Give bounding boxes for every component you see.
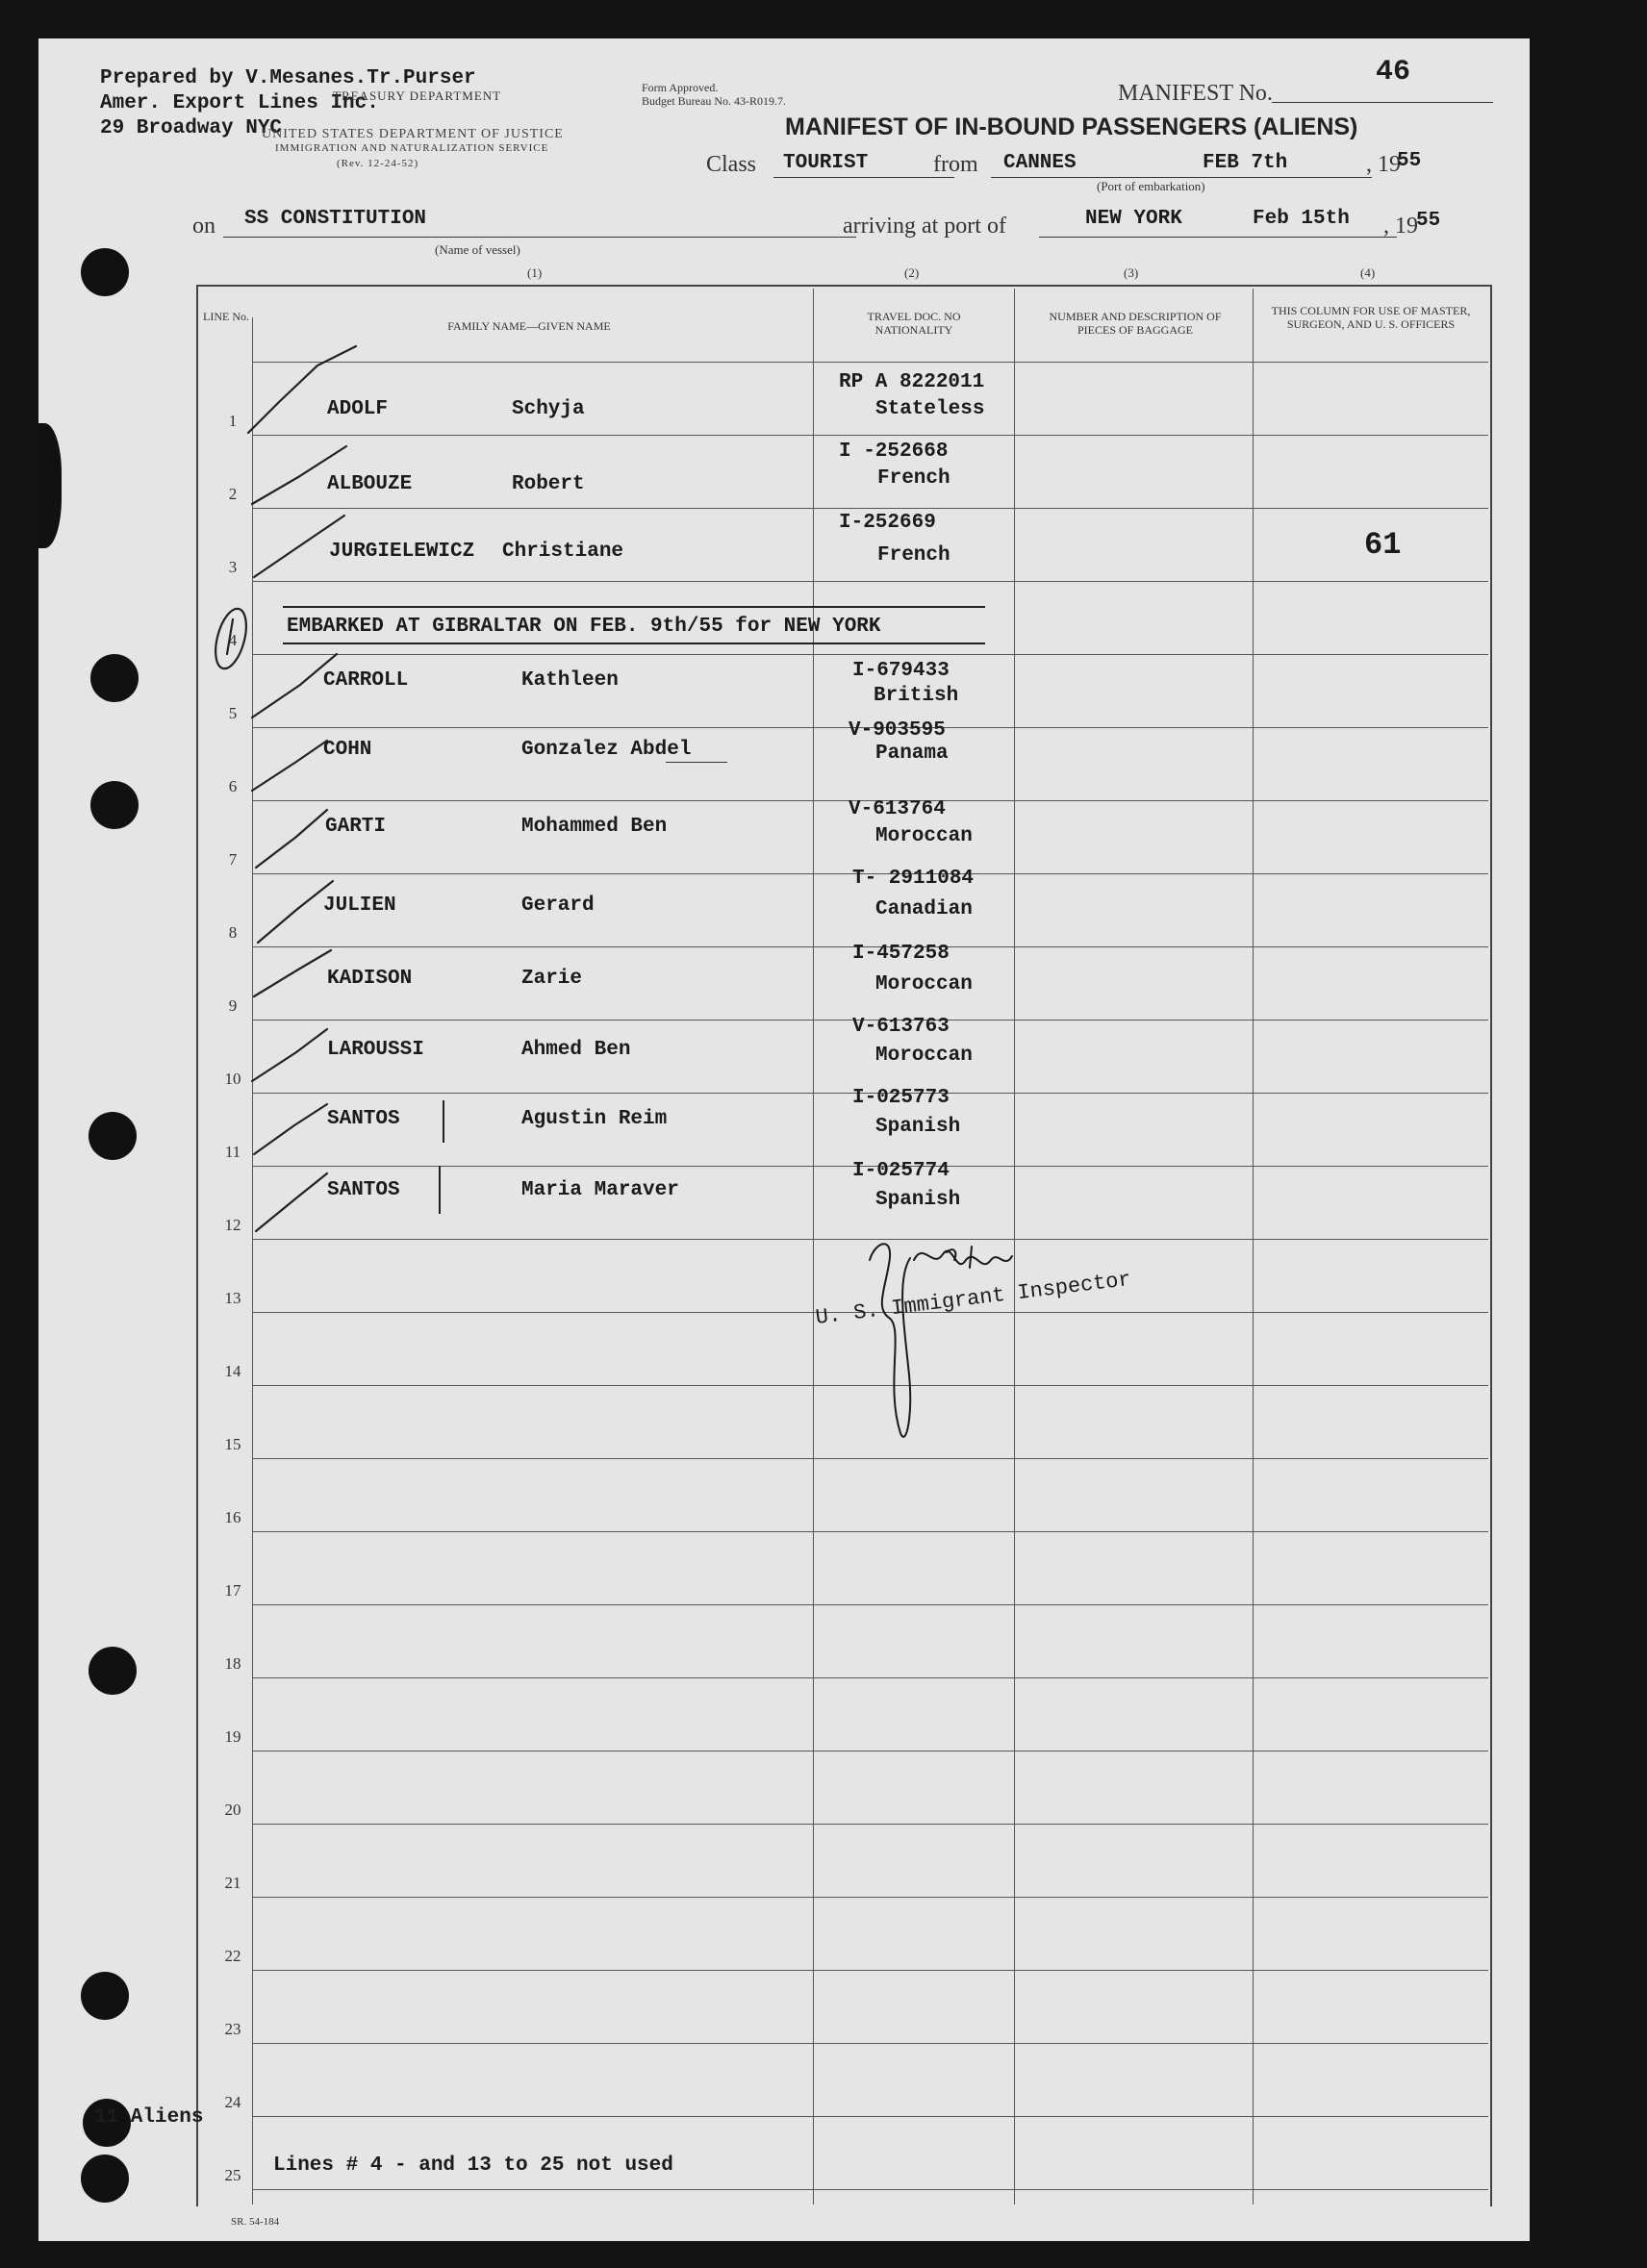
- line-number: 8: [228, 923, 238, 942]
- passenger-travel-doc: I -252668: [839, 441, 949, 463]
- passenger-travel-doc: V-613764: [849, 798, 946, 820]
- manifest-page: [38, 38, 1530, 2241]
- line-number: 19: [224, 1727, 241, 1746]
- punch-hole: [89, 1647, 137, 1695]
- line-number: 25: [224, 2166, 241, 2184]
- arrival-port: NEW YORK: [1085, 208, 1182, 230]
- punch-hole: [81, 1972, 129, 2020]
- passenger-family-name: CARROLL: [323, 669, 409, 692]
- port-embark-caption: (Port of embarkation): [1097, 179, 1205, 193]
- header-baggage: NUMBER AND DESCRIPTION OF PIECES OF BAGGAGE: [1049, 310, 1222, 337]
- passenger-nationality: Panama: [875, 743, 949, 765]
- header-travel-doc: TRAVEL DOC. NO NATIONALITY: [867, 310, 961, 337]
- row-rule: [252, 1531, 1488, 1532]
- row-rule: [252, 1458, 1488, 1459]
- check-mark: [252, 654, 337, 718]
- vessel-caption: (Name of vessel): [435, 242, 520, 257]
- passenger-family-name: ADOLF: [327, 398, 389, 420]
- check-marks: [38, 38, 1530, 1289]
- class-label: Class: [706, 152, 757, 177]
- agency-sub: IMMIGRATION AND NATURALIZATION SERVICE: [275, 142, 549, 154]
- check-mark: [252, 741, 327, 791]
- line-number: 11: [224, 1143, 241, 1161]
- passenger-family-name: JURGIELEWICZ: [329, 541, 475, 563]
- depart-date: FEB 7th: [1203, 152, 1288, 174]
- line-number: 1: [228, 412, 238, 430]
- check-mark: [254, 950, 331, 996]
- passenger-travel-doc: I-025774: [852, 1160, 950, 1182]
- line-number: 5: [228, 704, 238, 722]
- arrival-date: Feb 15th: [1253, 208, 1350, 230]
- passenger-travel-doc: I-457258: [852, 943, 950, 965]
- check-mark: [254, 516, 344, 577]
- passenger-nationality: Stateless: [875, 398, 985, 420]
- passenger-family-name: ALBOUZE: [327, 473, 413, 495]
- check-mark: [256, 810, 327, 868]
- line4-circle: [227, 619, 233, 654]
- passenger-family-name: COHN: [323, 739, 372, 761]
- passenger-nationality: French: [877, 544, 950, 567]
- passenger-travel-doc: I-025773: [852, 1087, 950, 1109]
- agency-dept: TREASURY DEPARTMENT: [333, 88, 502, 103]
- unused-lines-note: Lines # 4 - and 13 to 25 not used: [273, 2155, 673, 2177]
- on-label: on: [192, 214, 215, 239]
- passenger-travel-doc: I-679433: [852, 660, 950, 682]
- passenger-travel-doc: RP A 8222011: [839, 371, 985, 393]
- depart-year-prefix: , 19: [1366, 152, 1401, 177]
- row-rule: [252, 2043, 1488, 2044]
- row-rule: [252, 1604, 1488, 1605]
- passenger-family-name: SANTOS: [327, 1179, 400, 1201]
- embarked-note: EMBARKED AT GIBRALTAR ON FEB. 9th/55 for NEW YORK: [287, 616, 881, 638]
- depart-year: 55: [1397, 150, 1422, 172]
- passenger-family-name: GARTI: [325, 816, 387, 838]
- passenger-travel-doc: V-903595: [849, 719, 946, 742]
- officer-mark: 61: [1364, 527, 1402, 563]
- check-mark: [252, 446, 346, 504]
- check-mark: [258, 881, 333, 943]
- check-mark: [248, 346, 356, 433]
- agency-service: UNITED STATES DEPARTMENT OF JUSTICE: [262, 127, 564, 141]
- agency-rev: (Rev. 12-24-52): [337, 158, 419, 169]
- vessel-name: SS CONSTITUTION: [244, 208, 427, 230]
- line-number: 3: [228, 558, 238, 576]
- line-number: 17: [224, 1581, 241, 1600]
- line-number: 12: [224, 1216, 241, 1234]
- row-rule: [252, 1677, 1488, 1678]
- passenger-family-name: LAROUSSI: [327, 1039, 424, 1061]
- from-label: from: [933, 152, 978, 177]
- header-line-no: LINE No.: [203, 310, 249, 323]
- passenger-given-name: Zarie: [521, 968, 583, 990]
- line-number: 14: [224, 1362, 241, 1380]
- preparer-line-2: Amer. Export Lines Inc.: [100, 92, 379, 114]
- passenger-nationality: Canadian: [875, 898, 973, 920]
- line-number: 9: [228, 996, 238, 1015]
- passenger-family-name: KADISON: [327, 968, 413, 990]
- from-port: CANNES: [1003, 152, 1077, 174]
- line-number: 16: [224, 1508, 241, 1526]
- passenger-family-name: JULIEN: [323, 895, 396, 917]
- col-4-number: (4): [1360, 265, 1376, 280]
- passenger-given-name: Kathleen: [521, 669, 619, 692]
- passenger-nationality: Moroccan: [875, 1045, 973, 1067]
- check-mark: [252, 1029, 327, 1081]
- line-number: 6: [228, 777, 238, 795]
- passenger-nationality: French: [877, 467, 950, 490]
- manifest-no-label: MANIFEST No.: [1118, 81, 1273, 106]
- form-approved: Form Approved.: [642, 81, 719, 94]
- line-number: 4: [228, 631, 238, 649]
- aliens-count: 11 Aliens: [94, 2106, 204, 2129]
- preparer-line-3: 29 Broadway NYC: [100, 117, 283, 139]
- passenger-given-name: Gerard: [521, 895, 595, 917]
- col-1-number: (1): [527, 265, 543, 280]
- line-number: 21: [224, 1874, 241, 1892]
- passenger-given-name: Gonzalez Abdel: [521, 739, 692, 761]
- row-rule: [252, 2189, 1488, 2190]
- line-number: 13: [224, 1289, 241, 1307]
- passenger-nationality: Moroccan: [875, 825, 973, 847]
- passenger-nationality: Spanish: [875, 1189, 961, 1211]
- line4-circle: [210, 605, 252, 671]
- form-code: SR. 54-184: [231, 2216, 280, 2228]
- passenger-nationality: British: [874, 685, 959, 707]
- passenger-travel-doc: T- 2911084: [852, 868, 975, 890]
- row-rule: [252, 1897, 1488, 1898]
- check-mark: [256, 1173, 327, 1231]
- line-number: 2: [228, 485, 238, 503]
- check-mark: [254, 1104, 327, 1154]
- passenger-family-name: SANTOS: [327, 1108, 400, 1130]
- line-number: 10: [224, 1070, 241, 1088]
- line-number: 18: [224, 1654, 241, 1673]
- arrival-year-prefix: , 19: [1383, 214, 1418, 239]
- line-number: 22: [224, 1947, 241, 1965]
- punch-hole: [81, 2155, 129, 2203]
- line-number: 20: [224, 1801, 241, 1819]
- line-number: 15: [224, 1435, 241, 1453]
- passenger-travel-doc: I-252669: [839, 512, 936, 534]
- arriving-label: arriving at port of: [843, 214, 1006, 239]
- col-3-number: (3): [1124, 265, 1139, 280]
- passenger-given-name: Christiane: [502, 541, 624, 563]
- row-rule: [252, 1970, 1488, 1971]
- col-2-number: (2): [904, 265, 920, 280]
- passenger-given-name: Agustin Reim: [521, 1108, 668, 1130]
- passenger-given-name: Mohammed Ben: [521, 816, 668, 838]
- inspector-signature: [847, 1222, 1251, 1452]
- passenger-nationality: Spanish: [875, 1116, 961, 1138]
- class-value: TOURIST: [783, 152, 869, 174]
- header-name: FAMILY NAME—GIVEN NAME: [447, 319, 611, 333]
- passenger-travel-doc: V-613763: [852, 1016, 950, 1038]
- manifest-title: MANIFEST OF IN-BOUND PASSENGERS (ALIENS): [785, 113, 1358, 140]
- passenger-given-name: Robert: [512, 473, 585, 495]
- row-rule: [252, 1824, 1488, 1825]
- manifest-number: 46: [1376, 56, 1411, 88]
- passenger-nationality: Moroccan: [875, 973, 973, 995]
- passenger-given-name: Maria Maraver: [521, 1179, 679, 1201]
- row-rule: [252, 2116, 1488, 2117]
- preparer-line-1: Prepared by V.Mesanes.Tr.Purser: [100, 67, 476, 89]
- line-number: 24: [224, 2093, 241, 2111]
- budget-bureau: Budget Bureau No. 43-R019.7.: [642, 94, 786, 108]
- arrival-year: 55: [1416, 210, 1441, 232]
- header-officers: THIS COLUMN FOR USE OF MASTER, SURGEON, AND U. S. OFFICERS: [1271, 304, 1471, 331]
- line-number: 7: [228, 850, 238, 869]
- line-number: 23: [224, 2020, 241, 2038]
- passenger-given-name: Ahmed Ben: [521, 1039, 631, 1061]
- inspector-caption: U. S. Immigrant Inspector: [814, 1267, 1133, 1330]
- passenger-given-name: Schyja: [512, 398, 585, 420]
